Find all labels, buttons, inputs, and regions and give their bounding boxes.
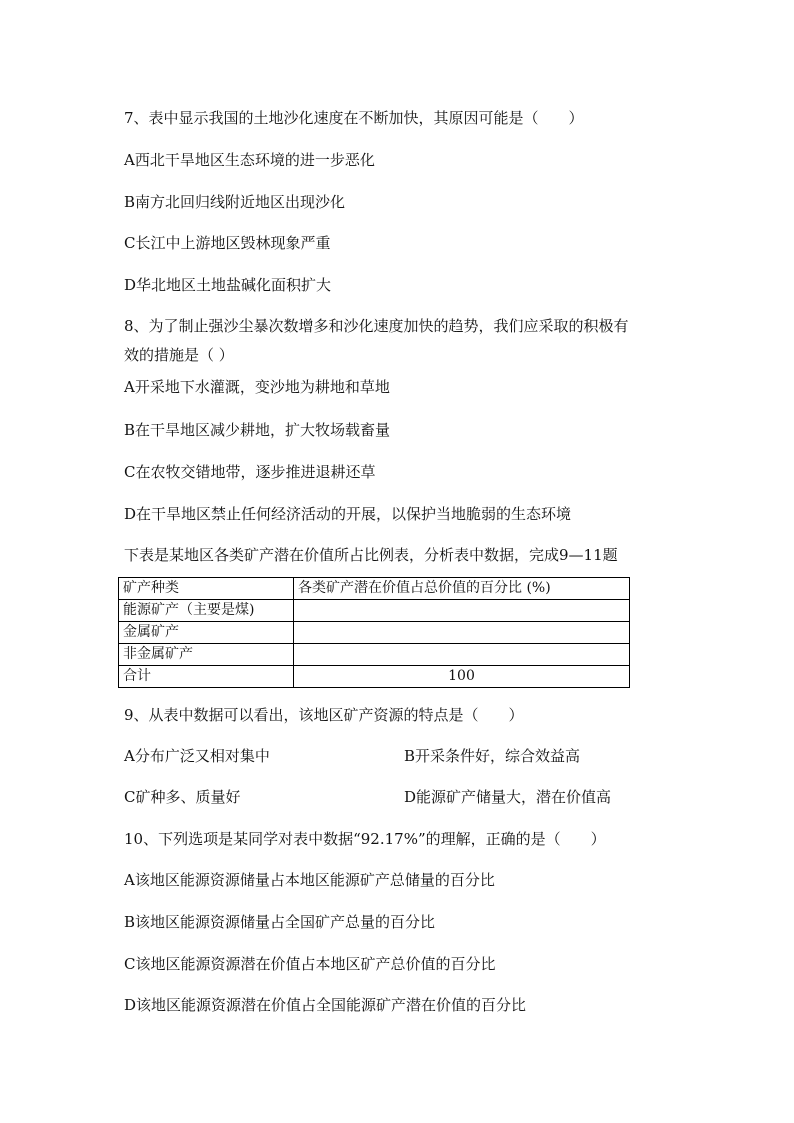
row-value xyxy=(294,600,630,622)
q8-stem-line2: 效的措施是（ ） xyxy=(124,346,234,364)
table-row xyxy=(119,622,630,644)
q8-option-b: B在干旱地区减少耕地，扩大牧场载畜量 xyxy=(124,421,391,439)
q10-option-a: A该地区能源资源储量占本地区能源矿产总储量的百分比 xyxy=(124,871,495,889)
row-value xyxy=(294,644,630,666)
q9-option-c: C矿种多、质量好 xyxy=(124,788,241,806)
header-value-percent: 各类矿产潜在价值占总价值的百分比 (%) xyxy=(294,578,630,600)
q8-option-d: D在干旱地区禁止任何经济活动的开展，以保护当地脆弱的生态环境 xyxy=(124,505,572,523)
mineral-value-table xyxy=(118,577,630,688)
q7-option-c: C长江中上游地区毁林现象严重 xyxy=(124,234,331,252)
q9-stem: 9、从表中数据可以看出，该地区矿产资源的特点是（ ） xyxy=(124,706,524,724)
q7-option-d: D华北地区土地盐碱化面积扩大 xyxy=(124,276,332,294)
q7-option-b: B南方北回归线附近地区出现沙化 xyxy=(124,193,346,211)
table-row xyxy=(119,600,630,622)
table-header-row xyxy=(119,578,630,600)
q7-option-a: A西北干旱地区生态环境的进一步恶化 xyxy=(124,151,375,169)
q9-option-d: D能源矿产储量大，潜在价值高 xyxy=(404,788,612,806)
q8-option-a: A开采地下水灌溉，变沙地为耕地和草地 xyxy=(124,378,390,396)
q10-option-b: B该地区能源资源储量占全国矿产总量的百分比 xyxy=(124,913,436,931)
table-intro: 下表是某地区各类矿产潜在价值所占比例表，分析表中数据，完成9—11题 xyxy=(124,546,618,564)
q7-stem: 7、表中显示我国的土地沙化速度在不断加快，其原因可能是（ ） xyxy=(124,109,584,127)
table-row-total xyxy=(119,666,630,688)
header-mineral-type: 矿产种类 xyxy=(119,578,294,600)
row-label: 合计 xyxy=(119,666,294,688)
q9-option-b: B开采条件好，综合效益高 xyxy=(404,747,581,765)
q9-option-a: A分布广泛又相对集中 xyxy=(124,747,270,765)
q10-option-d: D该地区能源资源潜在价值占全国能源矿产潜在价值的百分比 xyxy=(124,996,527,1014)
q10-option-c: C该地区能源资源潜在价值占本地区矿产总价值的百分比 xyxy=(124,955,496,973)
row-label: 非金属矿产 xyxy=(119,644,294,666)
q8-option-c: C在农牧交错地带，逐步推进退耕还草 xyxy=(124,463,376,481)
q8-stem-line1: 8、为了制止强沙尘暴次数增多和沙化速度加快的趋势，我们应采取的积极有 xyxy=(124,317,629,335)
row-value xyxy=(294,622,630,644)
row-label: 能源矿产（主要是煤) xyxy=(119,600,294,622)
q10-stem: 10、下列选项是某同学对表中数据“92.17%”的理解，正确的是（ ） xyxy=(124,830,606,848)
row-value: 100 xyxy=(294,666,630,688)
table-row xyxy=(119,644,630,666)
row-label: 金属矿产 xyxy=(119,622,294,644)
